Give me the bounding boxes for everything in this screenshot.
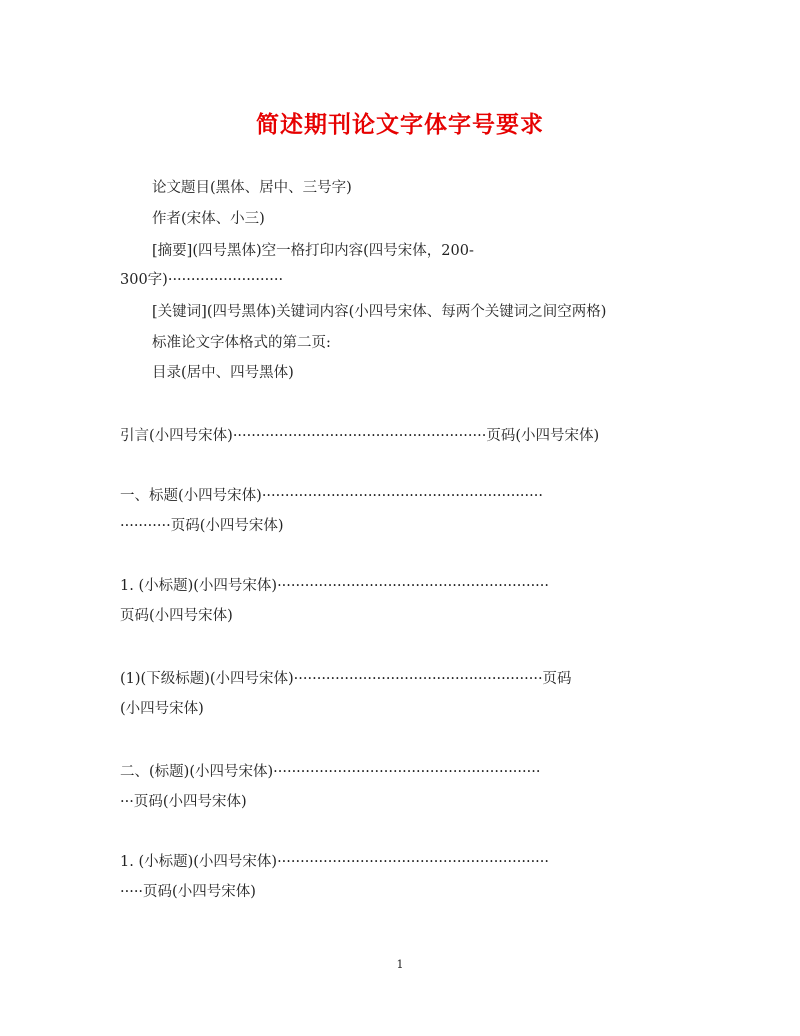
text-line-abstract-continued: 300字)························· [120, 272, 284, 288]
toc-line-section-1: 一、标题(小四号宋体)····························································· [120, 488, 543, 504]
toc-line-subsection-2: 1. (小标题)(小四号宋体)··························································· [120, 854, 550, 870]
toc-line-subsection-1: 1. (小标题)(小四号宋体)··························································· [120, 578, 550, 594]
toc-line-subsection-1-page: 页码(小四号宋体) [120, 608, 233, 624]
document-title: 简述期刊论文字体字号要求 [256, 111, 544, 138]
toc-line-subsubsection-1-page: (小四号宋体) [120, 701, 204, 717]
text-line-second-page: 标准论文字体格式的第二页: [152, 335, 331, 351]
toc-line-subsection-2-page: ·····页码(小四号宋体) [120, 884, 256, 900]
toc-line-introduction: 引言(小四号宋体)·······················································页码(小四号宋体) [120, 428, 600, 444]
text-line-abstract: [摘要](四号黑体)空一格打印内容(四号宋体，200- [152, 243, 474, 259]
text-line-keywords: [关键词](四号黑体)关键词内容(小四号宋体、每两个关键词之间空两格) [152, 304, 607, 320]
toc-line-section-2-page: ···页码(小四号宋体) [120, 794, 247, 810]
page-number: 1 [396, 958, 404, 971]
text-line-toc-heading: 目录(居中、四号黑体) [152, 365, 294, 381]
toc-line-section-1-page: ···········页码(小四号宋体) [120, 518, 284, 534]
toc-line-subsubsection-1: (1)(下级标题)(小四号宋体)······················································页码 [120, 671, 572, 687]
text-line-author: 作者(宋体、小三) [152, 211, 265, 227]
text-line-thesis-title: 论文题目(黑体、居中、三号字) [152, 180, 352, 196]
toc-line-section-2: 二、(标题)(小四号宋体)·························································· [120, 764, 541, 780]
